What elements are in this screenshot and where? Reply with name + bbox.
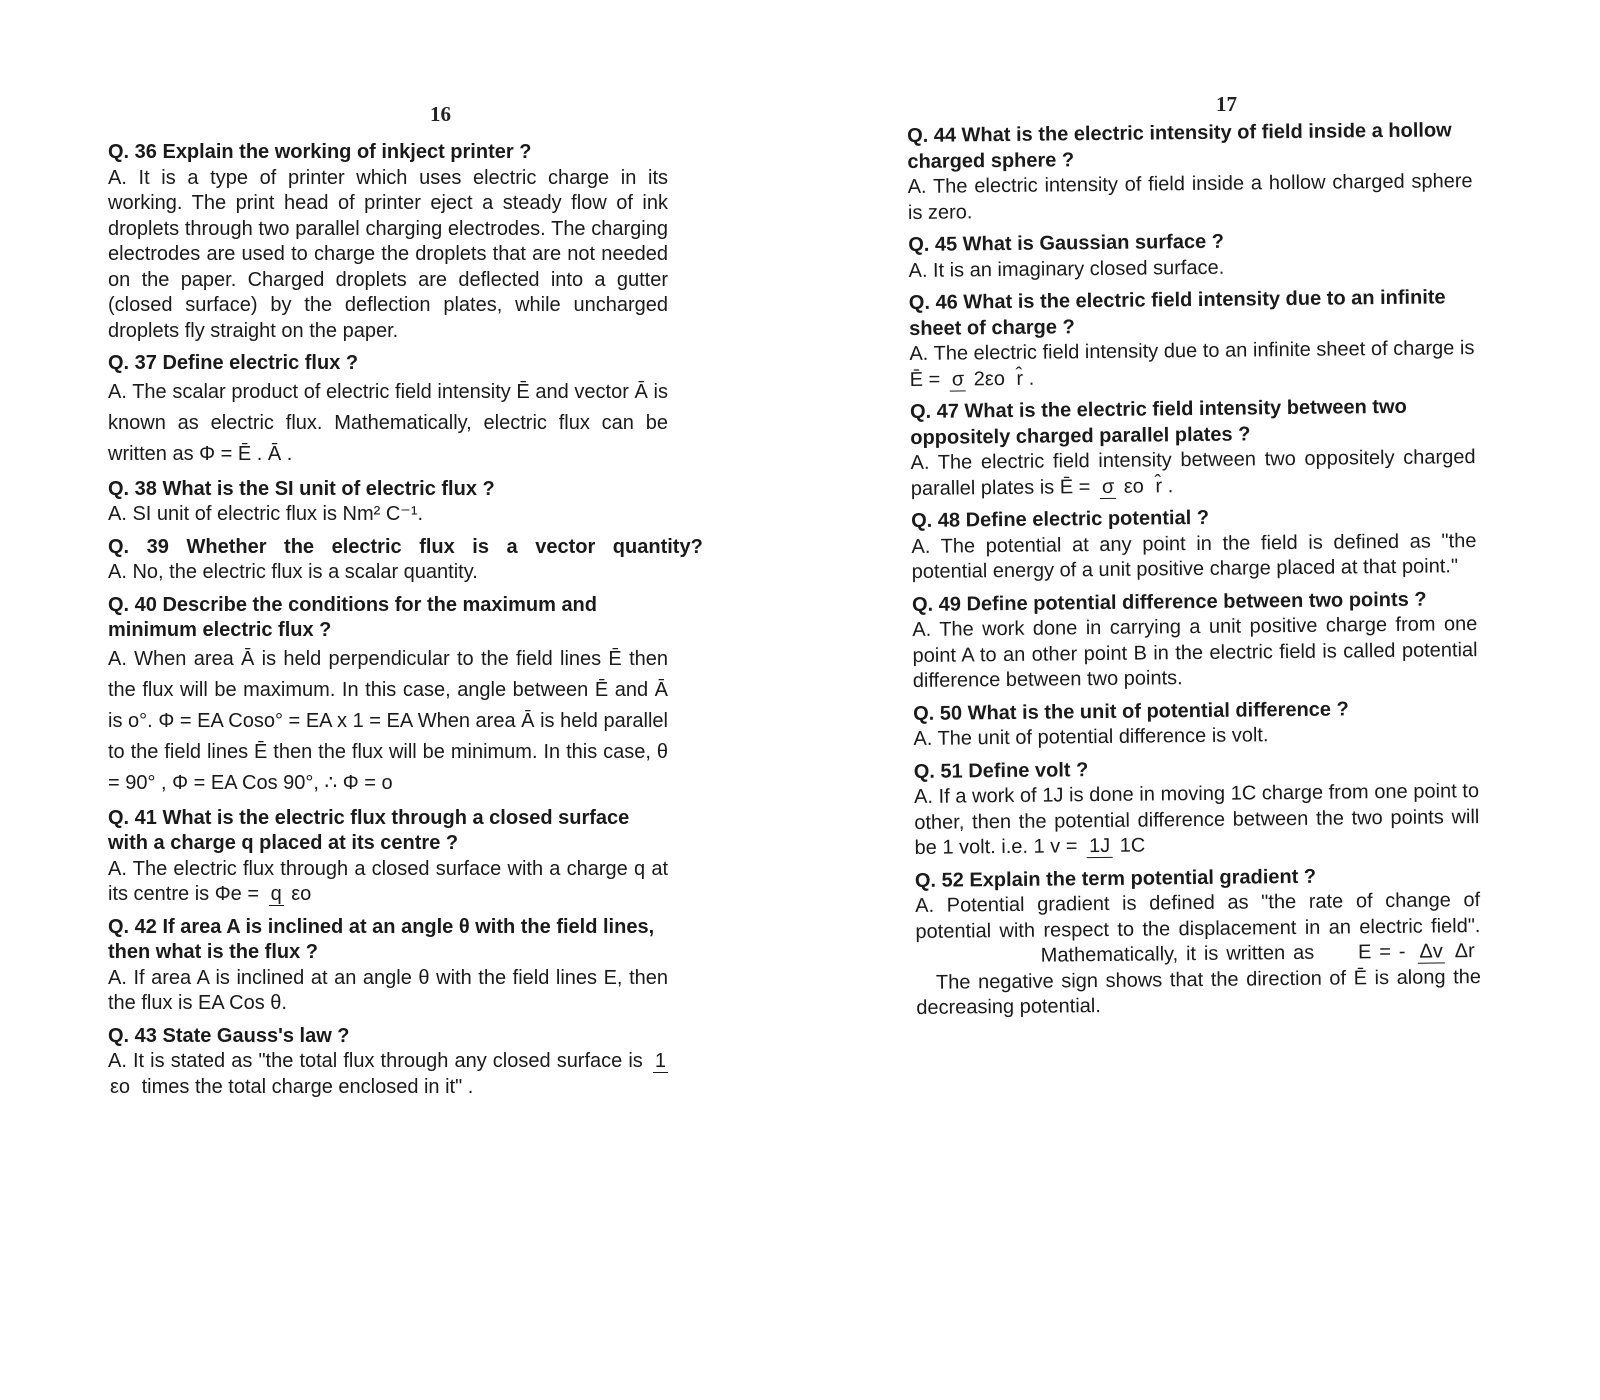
- question-51: Q. 51 Define volt ?: [913, 758, 1089, 783]
- question-36: Q. 36 Explain the working of inkject printer ?: [108, 141, 532, 163]
- question-52: Q. 52 Explain the term potential gradient ?: [914, 865, 1317, 892]
- answer-51: A. If a work of 1J is done in moving 1C charge from one point to other, then the potential difference between the two points will be 1 volt. i.e. 1 v = 1J 1C: [913, 780, 1480, 859]
- answer-40: A. When area Ā is held perpendicular to the field lines Ē then the flux will be maximum. In this case, angle between Ē and Ā is o°. Φ = EA Coso° = EA x 1 = EA When area Ā is held parallel to the field lines Ē then the flux will be minimum. In this case, θ = 90° , Φ = EA Cos 90°, ∴ Φ = o: [108, 647, 669, 794]
- question-45: Q. 45 What is Gaussian surface ?: [908, 230, 1225, 256]
- question-38: Q. 38 What is the SI unit of electric flux ?: [108, 477, 495, 500]
- answer-39: A. No, the electric flux is a scalar quantity.: [108, 561, 478, 583]
- answer-45: A. It is an imaginary closed surface.: [908, 256, 1225, 282]
- gradient-fraction: Δv Δr: [1419, 940, 1475, 963]
- question-48: Q. 48 Define electric potential ?: [911, 506, 1210, 532]
- answer-36: A. It is a type of printer which uses electric charge in its working. The print head of printer eject a steady flow of ink droplets through two parallel charging electrodes. The charging electrodes are used to charge the droplets that are not needed on the paper. Charged droplets are deflected into a gutter (closed surface) by the deflection plates, while uncharged droplets fly straight on the paper.: [108, 166, 668, 342]
- answer-48: A. The potential at any point in the field is defined as "the potential energy of a unit positive charge placed at that point.": [911, 529, 1477, 583]
- answer-50: A. The unit of potential difference is volt.: [913, 724, 1269, 750]
- question-50: Q. 50 What is the unit of potential difference ?: [913, 697, 1349, 725]
- answer-47: A. The electric field intensity between two oppositely charged parallel plates is Ē = σ εo r̂ .: [910, 446, 1476, 500]
- gauss-fraction: 1 εo: [110, 1050, 667, 1098]
- question-49: Q. 49 Define potential difference between two points ?: [911, 588, 1427, 616]
- right-page-number: 17: [1216, 92, 1237, 116]
- answer-46: A. The electric field intensity due to an infinite sheet of charge is Ē = σ 2εo r̂ .: [909, 337, 1475, 391]
- answer-37: A. The scalar product of electric field intensity Ē and vector Ā is known as electric flux. Mathematically, electric flux can be written as Φ = Ē . Ā .: [108, 380, 668, 465]
- volt-fraction: 1J 1C: [1088, 834, 1146, 858]
- right-column: [907, 118, 1481, 1028]
- question-44: Q. 44 What is the electric intensity of field inside a hollow charged sphere ?: [907, 119, 1452, 173]
- question-37: Q. 37 Define electric flux ?: [108, 352, 359, 374]
- question-42: Q. 42 If area A is inclined at an angle θ with the field lines, then what is the flux ?: [108, 915, 655, 963]
- question-47: Q. 47 What is the electric field intensity between two oppositely charged parallel plates ?: [909, 395, 1407, 449]
- left-column: [108, 140, 703, 1107]
- answer-42: A. If area A is inclined at an angle θ with the field lines E, then the flux is EA Cos θ.: [108, 966, 668, 1014]
- question-46: Q. 46 What is the electric field intensity due to an infinite sheet of charge ?: [908, 286, 1446, 340]
- flux-fraction: q εo: [270, 883, 312, 906]
- answer-41: A. The electric flux through a closed surface with a charge q at its centre is Φe = q εo: [108, 857, 668, 906]
- plates-field-fraction: σ εo: [1101, 475, 1144, 498]
- left-page-number: 16: [430, 102, 451, 126]
- answer-52: A. Potential gradient is defined as "the rate of change of potential with respect to the displacement in an electric field". Mathematically, it is written as E = - Δv Δr The negative sign shows that the direction of Ē is along the decreasing potential.: [915, 889, 1482, 1019]
- answer-49: A. The work done in carrying a unit positive charge from one point A to an other point B in the electric field is called potential difference between two points.: [912, 613, 1478, 692]
- sheet-field-fraction: σ 2εo: [951, 367, 1006, 391]
- answer-44: A. The electric intensity of field inside a hollow charged sphere is zero.: [907, 170, 1473, 224]
- question-41: Q. 41 What is the electric flux through a closed surface with a charge q placed at its centre ?: [108, 806, 630, 854]
- answer-38: A. SI unit of electric flux is Nm² C⁻¹.: [108, 503, 424, 525]
- answer-43: A. It is stated as "the total flux through any closed surface is 1 εo times the total charge enclosed in it" .: [108, 1050, 667, 1098]
- question-39: Q. 39 Whether the electric flux is a vector quantity?: [108, 535, 703, 558]
- question-43: Q. 43 State Gauss's law ?: [108, 1024, 350, 1047]
- question-40: Q. 40 Describe the conditions for the maximum and minimum electric flux ?: [108, 593, 597, 641]
